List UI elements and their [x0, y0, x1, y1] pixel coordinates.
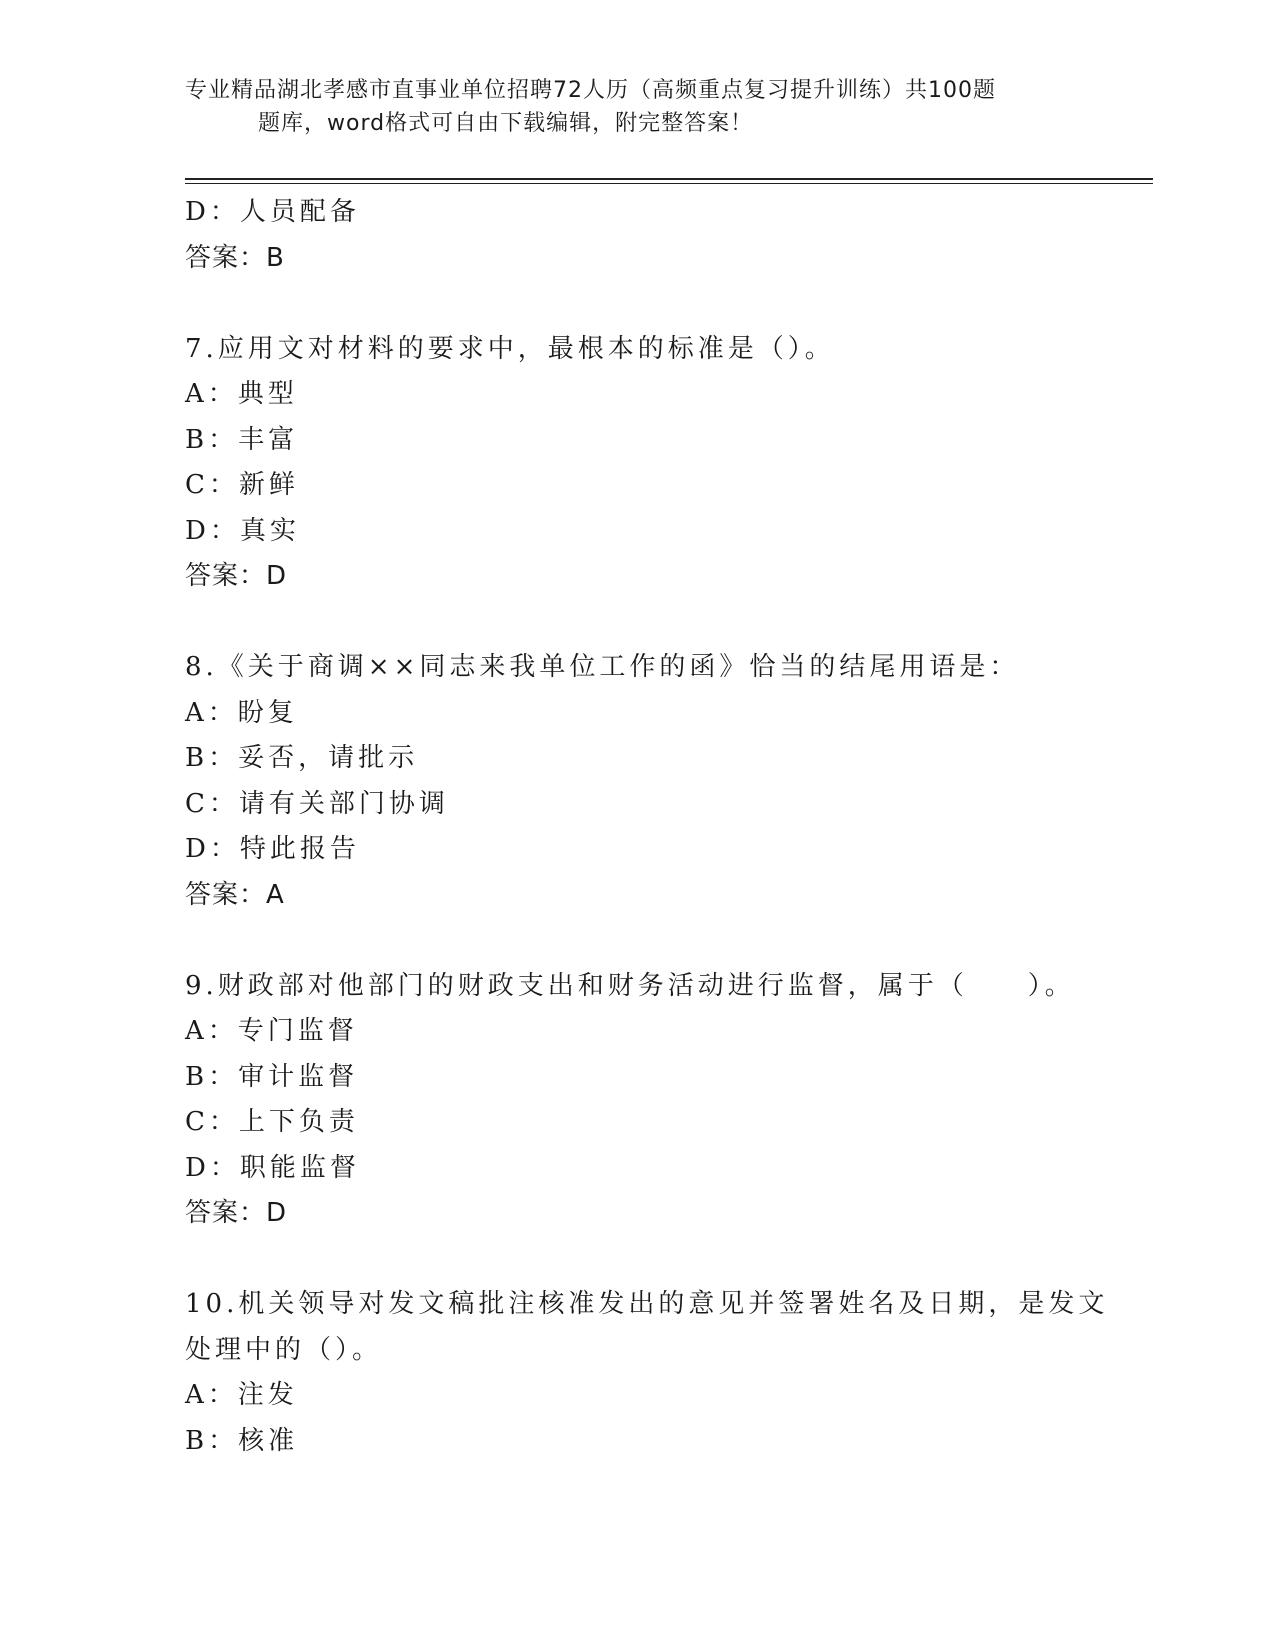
spacer — [185, 600, 1085, 646]
answer: 答案：D — [185, 561, 288, 591]
question-10 — [185, 1282, 1109, 1464]
option-d: D：特此报告 — [185, 834, 360, 864]
document-header — [185, 74, 1085, 140]
question-text-line2: 处理中的（）。 — [185, 1334, 383, 1365]
question-list — [185, 190, 1109, 1464]
answer: 答案：D — [185, 1198, 288, 1228]
option-a: A：注发 — [185, 1380, 298, 1410]
option-d: D：真实 — [185, 515, 300, 546]
spacer — [185, 281, 1085, 327]
spacer — [185, 918, 1085, 964]
question-text: 9.财政部对他部门的财政支出和财务活动进行监督，属于（ ）。 — [185, 970, 1075, 1001]
option-d: D：职能监督 — [185, 1152, 360, 1183]
option-c: C：上下负责 — [185, 1107, 359, 1137]
option-b: B：核准 — [185, 1425, 299, 1456]
option-c: C：新鲜 — [185, 470, 299, 500]
header-rule-thick — [185, 178, 1153, 180]
question-text: 7.应用文对材料的要求中，最根本的标准是（）。 — [185, 333, 835, 364]
question-text: 8.《关于商调××同志来我单位工作的函》恰当的结尾用语是： — [185, 652, 1020, 682]
option-b: B：妥否，请批示 — [185, 743, 419, 773]
prev-option-d: D：人员配备 — [185, 197, 360, 227]
answer: 答案：A — [185, 879, 285, 910]
question-text-line1: 10.机关领导对发文稿批注核准发出的意见并签署姓名及日期，是发文 — [185, 1289, 1109, 1319]
option-b: B：审计监督 — [185, 1061, 359, 1092]
header-title-line1: 专业精品湖北孝感市直事业单位招聘72人历（高频重点复习提升训练）共100题 — [185, 78, 996, 103]
spacer — [185, 1237, 1085, 1283]
prev-answer: 答案：B — [185, 242, 285, 273]
header-rule-thin — [185, 183, 1153, 184]
option-b: B：丰富 — [185, 424, 299, 455]
option-a: A：盼复 — [185, 697, 298, 728]
option-a: A：典型 — [185, 379, 298, 409]
question-8 — [185, 645, 1085, 918]
question-9 — [185, 964, 1085, 1237]
header-title-line2: 题库，word格式可自由下载编辑，附完整答案！ — [258, 111, 754, 136]
option-c: C：请有关部门协调 — [185, 788, 449, 819]
question-7 — [185, 327, 1085, 600]
option-a: A：专门监督 — [185, 1016, 358, 1046]
